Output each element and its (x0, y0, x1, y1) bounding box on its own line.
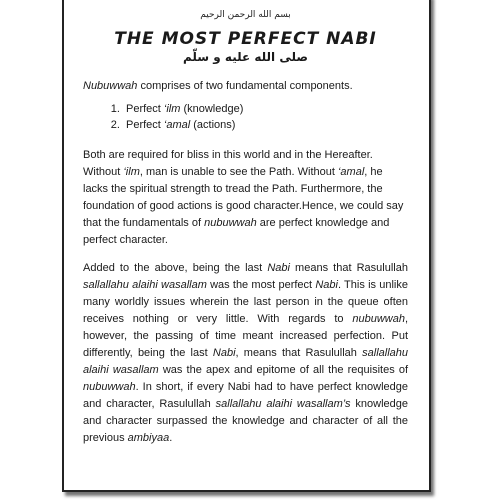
page-frame (62, 0, 431, 492)
italic-term: nubuwwah (83, 381, 136, 393)
list-item-suffix: (actions) (190, 119, 236, 131)
italic-term: Nabi (212, 347, 236, 359)
text-run: , however, the passing of time meant increased perfection. Put differently, being the last (83, 313, 408, 359)
text-run: , means that Rasulullah (235, 347, 363, 359)
list-item-term: ‘ilm (163, 103, 181, 115)
list-item-suffix: (knowledge) (180, 103, 244, 115)
list-item-term: ‘amal (163, 119, 191, 131)
text-run: , man is unable to see the Path. Without (139, 166, 338, 178)
text-run: means that Rasulullah (289, 262, 408, 274)
italic-term: nubuwwah (204, 217, 257, 229)
list-item (123, 101, 408, 117)
italic-term: sallallahu alaihi wasallam’s (215, 398, 351, 410)
components-list (83, 101, 408, 133)
text-run: knowledge and character surpassed the knowledge and character of all the previous (83, 398, 408, 444)
italic-term: sallallahu alaihi wasallam (83, 279, 207, 291)
text-run: . (169, 432, 173, 444)
intro-paragraph (83, 78, 408, 95)
intro-text: comprises of two fundamental components. (137, 80, 353, 92)
page-title: THE MOST PERFECT NABI (114, 29, 377, 49)
intro-term: Nubuwwah (83, 80, 138, 92)
italic-term: Nabi (267, 262, 290, 274)
text-run: was the apex and epitome of all the requisites of (158, 364, 409, 376)
text-run: are perfect knowledge and perfect character. (83, 217, 390, 246)
paragraph-1 (83, 147, 408, 249)
italic-term: sallallahu alaihi wasallam (83, 347, 409, 376)
text-run: was the most perfect (206, 279, 316, 291)
list-item (123, 117, 408, 133)
italic-term: ‘amal (337, 166, 365, 178)
italic-term: nubuwwah (352, 313, 405, 325)
text-run: , he lacks the spiritual strength to tread the Path. Furthermore, the foundation of good actions is good character.Hence, we could say that the fundamentals of (83, 166, 404, 229)
list-item-label: Perfect (126, 103, 164, 115)
text-run: Both are required for bliss in this world and in the Hereafter. Without (83, 149, 373, 178)
text-run: . This is unlike many worldly issues wherein the last person in the queue often receives nothing or very little. With regards to (83, 279, 408, 325)
italic-term: ‘ilm (123, 166, 140, 178)
bismillah: بسم الله الرحمن الرحيم (200, 10, 291, 20)
list-item-label: Perfect (126, 119, 164, 131)
italic-term: Nabi (315, 279, 338, 291)
text-run: Added to the above, being the last (83, 262, 268, 274)
page-subtitle: صلى الله عليه و سلّم (183, 50, 308, 64)
paragraph-2 (83, 260, 408, 447)
text-run: . In short, if every Nabi had to have perfect knowledge and character, Rasulullah (83, 381, 408, 410)
page-content (83, 10, 408, 447)
italic-term: ambiyaa (127, 432, 170, 444)
